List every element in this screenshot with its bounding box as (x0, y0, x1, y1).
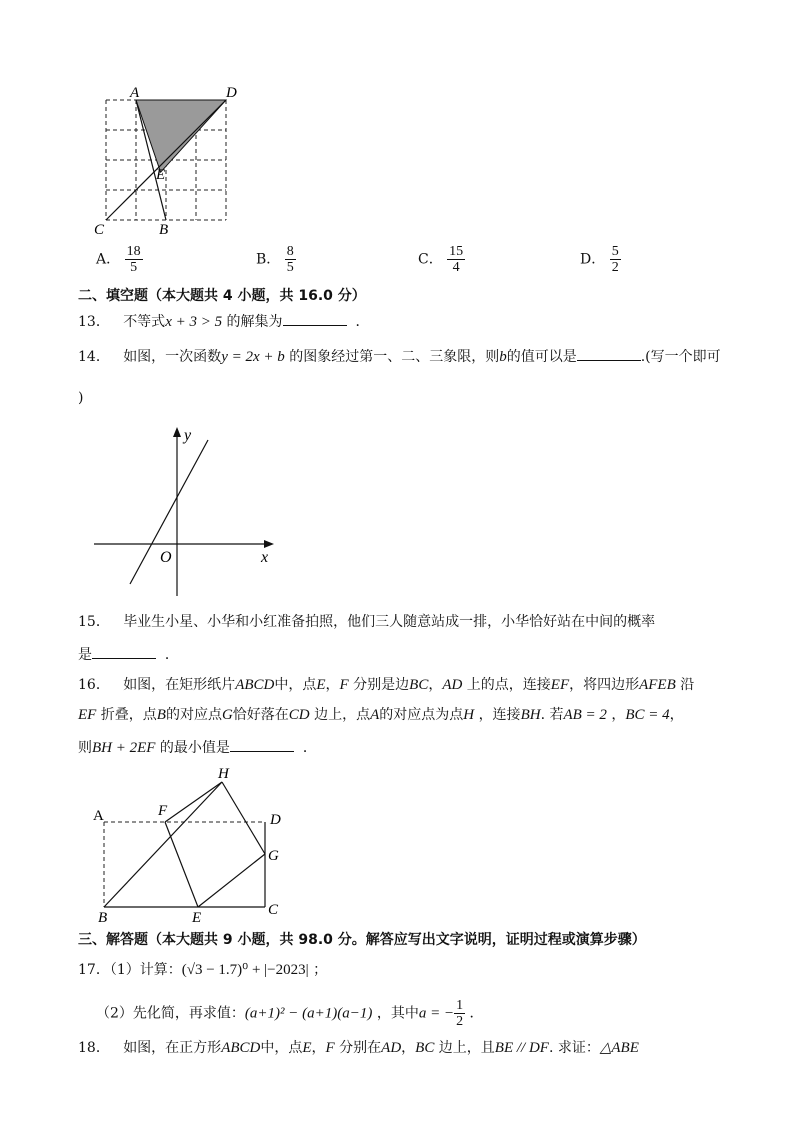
math-var: BC (415, 1040, 435, 1056)
label-d: D (270, 812, 281, 828)
text: 沿 (680, 677, 695, 693)
label-g: G (268, 848, 279, 864)
segment-fh (165, 782, 222, 822)
question-number: 16． (78, 677, 110, 693)
q14-close-paren: ) (78, 390, 84, 406)
option-letter: A． (96, 251, 121, 268)
text: ， (311, 1040, 326, 1056)
option-fraction: $\frac{15}{4}$ (449, 244, 464, 275)
math-expr: x + 3 > 5 (165, 314, 223, 330)
text: 的对应点为点 (379, 707, 464, 723)
section2-heading: 二、填空题（本大题共 4 小题，共 16.0 分） (78, 288, 366, 304)
answer-blank (92, 644, 156, 659)
text: ． (469, 1005, 484, 1022)
label-c: C (268, 902, 279, 918)
original-rectangle-dashed (104, 822, 265, 907)
label-d: D (226, 85, 237, 101)
text: 的对应点 (165, 707, 222, 723)
label-c: C (94, 222, 105, 238)
segment-hg (222, 782, 265, 854)
text: ． (302, 740, 317, 756)
question-15-cont (78, 644, 179, 665)
q14-line-graph (90, 422, 280, 600)
math-var: EF (78, 707, 97, 723)
segment-eg (198, 854, 265, 907)
text: 的最小值是 (159, 740, 230, 756)
math-var: AFEB (639, 677, 676, 693)
question-16-line3 (78, 737, 317, 758)
text: 中，点 (274, 677, 317, 693)
text: . 若 (540, 707, 564, 723)
math-var: G (221, 707, 233, 723)
text: ，将四边形 (569, 677, 640, 693)
answer-blank (230, 737, 294, 752)
text: 分别在 (339, 1040, 382, 1056)
math-expr: y = 2x + b (221, 349, 285, 365)
origin-label: O (160, 549, 172, 566)
label-e: E (192, 910, 202, 926)
x-axis-arrow (264, 540, 274, 548)
text: 中，点 (260, 1040, 303, 1056)
math-var: A (370, 707, 380, 723)
label-a: A (93, 808, 104, 824)
question-17-part2 (96, 998, 484, 1029)
question-number: 17． (78, 962, 110, 978)
q16-fold-figure (88, 762, 288, 928)
text: ，其中 (376, 1005, 419, 1022)
text: ． (164, 647, 179, 663)
question-number: 14． (78, 349, 110, 365)
text: ； (313, 962, 328, 978)
label-b: B (98, 910, 108, 926)
text: ， (669, 707, 684, 723)
q12-option-c (418, 244, 465, 275)
math-var: E (302, 1040, 312, 1056)
text: 恰好落在 (232, 707, 289, 723)
math-var: BH (520, 707, 541, 723)
text: 的值可以是 (506, 349, 577, 365)
q12-option-b (256, 244, 296, 275)
segment-bh (104, 782, 222, 907)
fraction: $\frac{1}{2}$ (456, 998, 464, 1029)
text: 的解集为 (226, 314, 283, 330)
math-expr: (a+1)² − (a+1)(a−1) (244, 1005, 373, 1022)
math-expr: BC = 4 (625, 707, 670, 723)
text: （1）计算： (109, 962, 182, 978)
math-var: AD (381, 1040, 402, 1056)
text: ． (355, 314, 370, 330)
text: ， (428, 677, 443, 693)
label-b: B (159, 222, 169, 238)
label-e: E (156, 167, 166, 183)
label-a: A (130, 85, 140, 101)
text: 边上，且 (438, 1040, 495, 1056)
text: 毕业生小星、小华和小红准备拍照，他们三人随意站成一排，小华恰好站在中间的概率 (123, 614, 656, 630)
math-var: EF (550, 677, 570, 693)
option-letter: B． (256, 251, 281, 268)
text: 是 (78, 647, 92, 663)
text: 折叠，点 (100, 707, 157, 723)
option-letter: C． (418, 251, 443, 268)
math-var: E (316, 677, 326, 693)
question-number: 18． (78, 1040, 110, 1056)
answer-blank (577, 346, 641, 361)
text: 如图，一次函数 (123, 349, 222, 365)
math-expr: AB = 2 (563, 707, 607, 723)
question-13 (78, 311, 369, 332)
math-expr: BE // DF (494, 1040, 549, 1056)
shaded-triangle-ade (136, 100, 226, 172)
question-number: 15． (78, 614, 110, 630)
math-var: F (339, 677, 349, 693)
math-var: CD (288, 707, 310, 723)
text: .(写一个即可 (640, 349, 721, 365)
text: 边上，点 (314, 707, 371, 723)
text: （2）先化简，再求值： (96, 1005, 245, 1022)
text: 分别是边 (353, 677, 410, 693)
y-axis-arrow (173, 427, 181, 437)
math-var: ABCD (235, 677, 275, 693)
option-fraction: $\frac{8}{5}$ (286, 244, 294, 275)
text: 上的点，连接 (466, 677, 551, 693)
text: . 求证： (548, 1040, 600, 1056)
question-17-part1 (78, 960, 327, 980)
text: ， (401, 1040, 416, 1056)
answer-blank (283, 311, 347, 326)
question-15 (78, 612, 655, 632)
math-var: a = − (418, 1005, 455, 1022)
option-letter: D． (580, 251, 606, 268)
question-14 (78, 346, 721, 367)
q12-option-a (96, 244, 143, 275)
option-fraction: $\frac{5}{2}$ (611, 244, 619, 275)
section3-heading: 三、解答题（本大题共 9 小题，共 98.0 分。解答应写出文字说明，证明过程或演算步骤） (78, 932, 646, 948)
question-16-line2 (78, 705, 684, 725)
text: ， (325, 677, 340, 693)
math-var: AD (442, 677, 463, 693)
question-number: 13． (78, 314, 110, 330)
text: ，连接 (478, 707, 521, 723)
label-f: F (158, 803, 168, 819)
math-var: H (463, 707, 475, 723)
math-var: BC (409, 677, 429, 693)
q12-grid-figure (94, 82, 238, 240)
math-var: F (325, 1040, 335, 1056)
text: 如图，在正方形 (123, 1040, 222, 1056)
text: 不等式 (123, 314, 166, 330)
q12-option-d (580, 244, 621, 275)
text: 则 (78, 740, 92, 756)
x-axis-label: x (261, 549, 269, 566)
y-axis-label: y (184, 427, 192, 444)
math-var: B (156, 707, 166, 723)
text: 的图象经过第一、二、三象限，则 (289, 349, 500, 365)
option-fraction: $\frac{18}{5}$ (126, 244, 141, 275)
math-expr: △ABE (599, 1040, 639, 1056)
math-expr: (√3 − 1.7)⁰ + |−2023| (181, 962, 309, 978)
text: 如图，在矩形纸片 (123, 677, 236, 693)
segment-fe (165, 822, 198, 907)
label-h: H (218, 766, 229, 782)
question-18 (78, 1038, 639, 1058)
math-var: b (499, 349, 507, 365)
math-expr: BH + 2EF (92, 740, 156, 756)
math-var: ABCD (221, 1040, 261, 1056)
text: ， (611, 707, 626, 723)
question-16 (78, 675, 694, 695)
